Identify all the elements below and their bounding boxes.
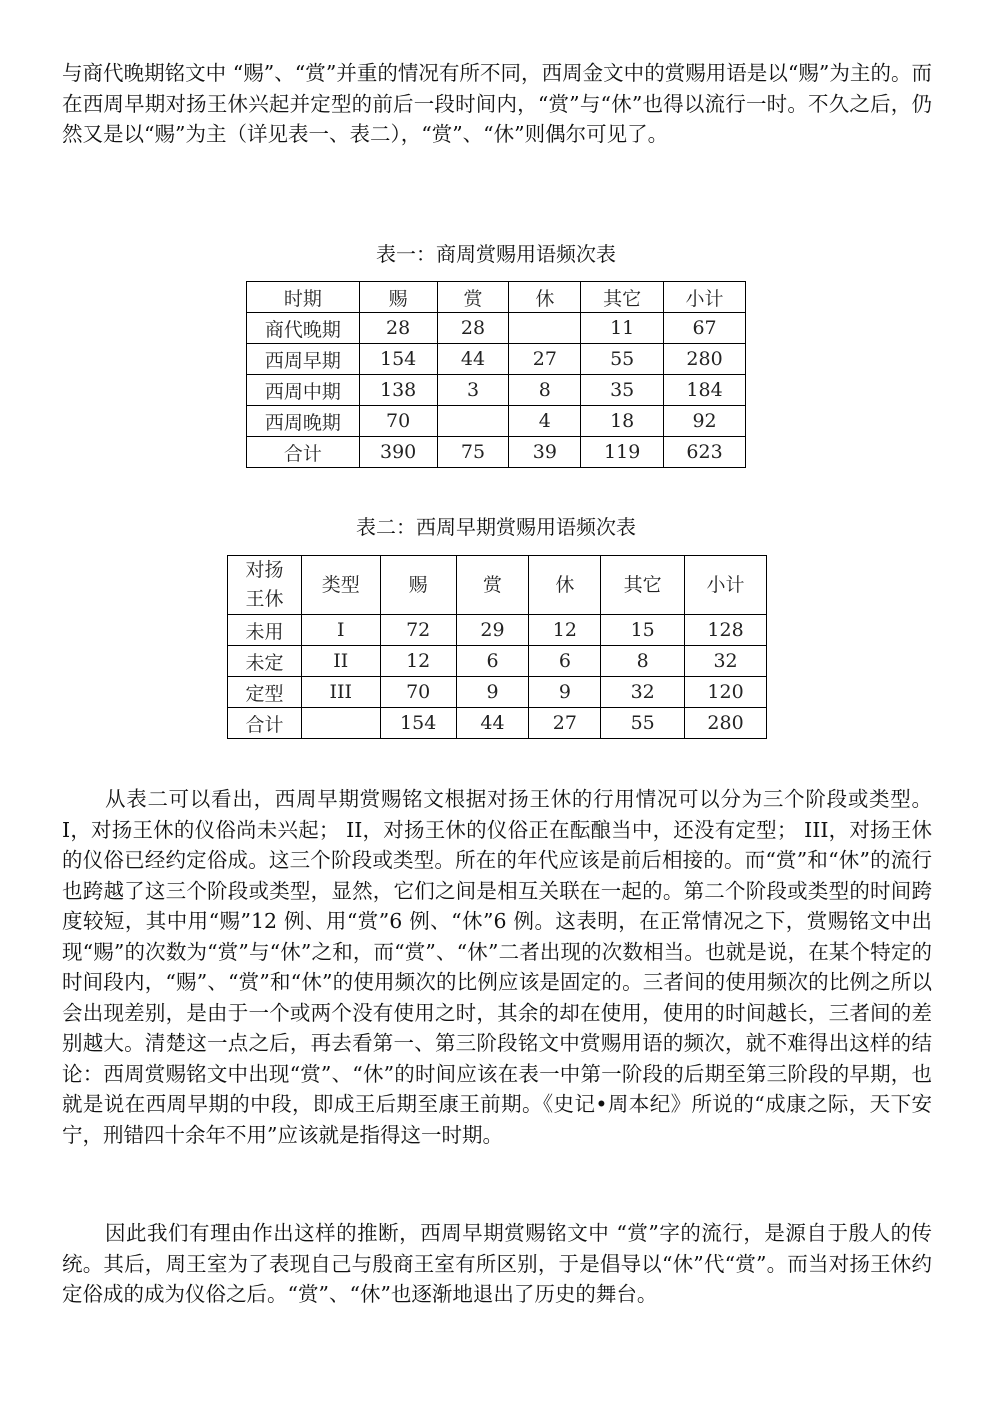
table-total-row	[247, 437, 746, 468]
table-cell: 6	[529, 646, 601, 677]
table-header-cell: 时期	[247, 282, 360, 313]
table-cell: 12	[380, 646, 456, 677]
table-header-cell: 其它	[581, 282, 664, 313]
table-header-cell: 赏	[437, 282, 509, 313]
table-cell: 15	[601, 615, 685, 646]
table-cell: 27	[529, 708, 601, 739]
table-cell: 92	[664, 406, 746, 437]
table-header-cell: 其它	[601, 556, 685, 615]
table-cell: 9	[456, 677, 529, 708]
table-cell: 合计	[247, 437, 360, 468]
table-header-row	[228, 556, 767, 615]
table-row	[247, 313, 746, 344]
table-cell: 184	[664, 375, 746, 406]
table-cell: 商代晚期	[247, 313, 360, 344]
table-cell: 定型	[228, 677, 302, 708]
table-header-cell: 对扬王休	[228, 556, 302, 615]
table-cell: 8	[509, 375, 581, 406]
table-row	[247, 344, 746, 375]
table-row	[247, 375, 746, 406]
paragraph-analysis: 从表二可以看出，西周早期赏赐铭文根据对扬王休的行用情况可以分为三个阶段或类型。I，对扬王休的仪俗尚未兴起； II，对扬王休的仪俗正在酝酿当中，还没有定型； III，对扬王休的仪俗已经约定俗成。这三个阶段或类型。所在的年代应该是前后相接的。而“赏”和“休”的流行也跨越了这三个阶段或类型，显然，它们之间是相互关联在一起的。第二个阶段或类型的时间跨度较短，其中用“赐”12 例、用“赏”6 例、“休”6 例。这表明，在正常情况之下，赏赐铭文中出现“赐”的次数为“赏”与“休”之和，而“赏”、“休”二者出现的次数相当。也就是说，在某个特定的时间段内，“赐”、“赏”和“休”的使用频次的比例应该是固定的。三者间的使用频次的比例之所以会出现差别，是由于一个或两个没有使用之时，其余的却在使用，使用的时间越长，三者间的差别越大。清楚这一点之后，再去看第一、第三阶段铭文中赏赐用语的频次，就不难得出这样的结论：西周赏赐铭文中出现“赏”、“休”的时间应该在表一中第一阶段的后期至第三阶段的早期，也就是说在西周早期的中段，即成王后期至康王前期。《史记•周本纪》所说的“成康之际，天下安宁，刑错四十余年不用”应该就是指得这一时期。	[62, 787, 932, 1147]
table-cell: 6	[456, 646, 529, 677]
table-cell: 44	[456, 708, 529, 739]
table-cell: 未定	[228, 646, 302, 677]
table-cell: 138	[359, 375, 437, 406]
table-row	[228, 615, 767, 646]
table-cell: 32	[685, 646, 767, 677]
table-cell: 128	[685, 615, 767, 646]
table-cell: 390	[359, 437, 437, 468]
table-cell: 3	[437, 375, 509, 406]
table-cell: 未用	[228, 615, 302, 646]
table-cell: 72	[380, 615, 456, 646]
table-cell: 280	[664, 344, 746, 375]
table-cell: II	[301, 646, 380, 677]
table-cell: 28	[359, 313, 437, 344]
table-cell: 4	[509, 406, 581, 437]
table-header-cell: 休	[529, 556, 601, 615]
table-cell: 32	[601, 677, 685, 708]
table-cell: 35	[581, 375, 664, 406]
table-cell: 西周中期	[247, 375, 360, 406]
table-cell: 39	[509, 437, 581, 468]
table-cell: 18	[581, 406, 664, 437]
table1-frequency-shang-zhou	[246, 281, 746, 468]
table-row	[247, 406, 746, 437]
table1-caption: 表一：商周赏赐用语频次表	[376, 242, 616, 266]
table-cell: 西周早期	[247, 344, 360, 375]
table-cell: 75	[437, 437, 509, 468]
table-header-cell: 赐	[380, 556, 456, 615]
table-cell: 154	[359, 344, 437, 375]
table-cell: 120	[685, 677, 767, 708]
table-cell: 67	[664, 313, 746, 344]
table-cell: 70	[359, 406, 437, 437]
table-cell: 55	[581, 344, 664, 375]
table-cell: 280	[685, 708, 767, 739]
table-cell: 12	[529, 615, 601, 646]
table-header-cell: 休	[509, 282, 581, 313]
table-cell: III	[301, 677, 380, 708]
table-header-cell: 赐	[359, 282, 437, 313]
table-total-row	[228, 708, 767, 739]
table-cell: 27	[509, 344, 581, 375]
table-row	[228, 646, 767, 677]
table-cell: 623	[664, 437, 746, 468]
table-header-row	[247, 282, 746, 313]
table-cell: 9	[529, 677, 601, 708]
table-header-cell: 小计	[685, 556, 767, 615]
table-cell: 119	[581, 437, 664, 468]
table-cell: 西周晚期	[247, 406, 360, 437]
table2-caption: 表二：西周早期赏赐用语频次表	[356, 515, 636, 539]
table-cell: 44	[437, 344, 509, 375]
table-cell	[437, 406, 509, 437]
table-cell: 55	[601, 708, 685, 739]
paragraph-intro: 与商代晚期铭文中 “赐”、“赏”并重的情况有所不同，西周金文中的赏赐用语是以“赐”为主的。而在西周早期对扬王休兴起并定型的前后一段时间内，“赏”与“休”也得以流行一时。不久之后，仍然又是以“赐”为主（详见表一、表二），“赏”、“休”则偶尔可见了。	[62, 61, 932, 146]
table-cell: 11	[581, 313, 664, 344]
table-cell	[301, 708, 380, 739]
table2-frequency-early-western-zhou	[227, 555, 767, 739]
table-cell	[509, 313, 581, 344]
table-row	[228, 677, 767, 708]
table-header-cell: 小计	[664, 282, 746, 313]
table-cell: 154	[380, 708, 456, 739]
table-cell: I	[301, 615, 380, 646]
table-cell: 合计	[228, 708, 302, 739]
table-cell: 29	[456, 615, 529, 646]
table-header-cell: 赏	[456, 556, 529, 615]
table-header-cell: 类型	[301, 556, 380, 615]
table-cell: 8	[601, 646, 685, 677]
paragraph-conclusion: 因此我们有理由作出这样的推断，西周早期赏赐铭文中 “赏”字的流行，是源自于殷人的传统。其后，周王室为了表现自己与殷商王室有所区别，于是倡导以“休”代“赏”。而当对扬王休约定俗成的成为仪俗之后。“赏”、“休”也逐渐地退出了历史的舞台。	[62, 1221, 932, 1306]
table-cell: 28	[437, 313, 509, 344]
table-cell: 70	[380, 677, 456, 708]
